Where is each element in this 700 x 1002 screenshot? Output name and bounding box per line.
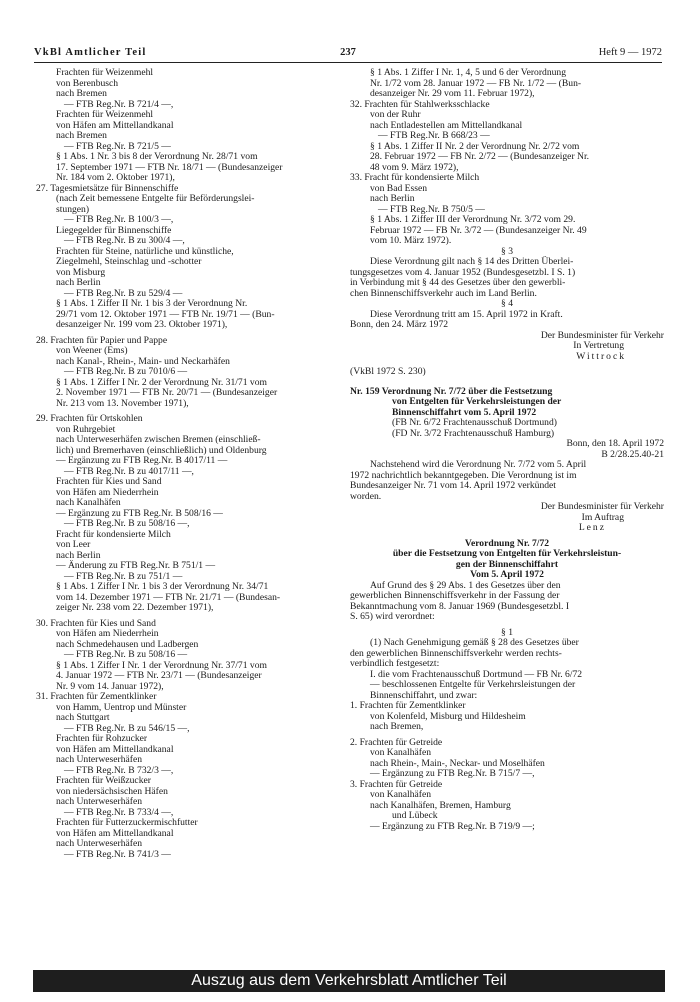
text-line: B 2/28.25.40-21 (601, 448, 664, 460)
text-line: — Ergänzung zu FTB Reg.Nr. B 715/7 —, (370, 768, 535, 779)
text-line: 29. Frachten für Ortskohlen (36, 413, 143, 424)
text-line: von Häfen am Niederrhein (56, 628, 159, 639)
text-line: Binnenschiffahrt vom 5. April 1972 (392, 406, 537, 418)
text-line: Im Auftrag (581, 511, 624, 523)
text-line: Frachten für Weißzucker (56, 775, 151, 786)
text-line: Frachten für Weizenmehl (56, 109, 154, 120)
text-line: Nr. 9 vom 14. Januar 1972), (56, 680, 164, 692)
issue-label: Heft 9 — 1972 (598, 47, 662, 58)
text-line: 2. Frachten für Getreide (350, 736, 443, 748)
text-line: über die Festsetzung von Entgelten für Verkehrsleistun- (392, 548, 622, 559)
text-line: — FTB Reg.Nr. B 733/4 —, (64, 806, 174, 818)
text-line: Frachten für Weizenmehl (56, 67, 154, 78)
text-line: — Ergänzung zu FTB Reg.Nr. B 719/9 —; (370, 820, 535, 832)
text-line: lich) und Bremerhaven (einschließlich) und Oldenburg (56, 444, 267, 456)
right-column (350, 68, 664, 832)
text-line: chen Binnenschiffsverkehr auch im Land Berlin. (350, 287, 537, 299)
text-line: von Häfen am Mittellandkanal (56, 119, 174, 131)
text-line: Februar 1972 — FB Nr. 3/72 — (Bundesanzeiger Nr. 49 (370, 224, 587, 236)
text-line: — FTB Reg.Nr. B 721/4 —, (64, 98, 174, 110)
text-line: 28. Frachten für Papier und Pappe (36, 334, 168, 346)
text-line: Nr. 159 Verordnung Nr. 7/72 über die Festsetzung (350, 385, 553, 397)
text-line: In Vertretung (573, 340, 624, 351)
text-line: Nr. 184 vom 2. Oktober 1971), (56, 172, 175, 183)
text-line: Diese Verordnung gilt nach § 14 des Dritten Überlei- (370, 256, 574, 267)
text-line: worden. (350, 490, 382, 502)
text-line: desanzeiger Nr. 29 vom 11. Februar 1972), (370, 88, 535, 99)
page-header (34, 46, 662, 60)
text-line: § 1 Abs. 1 Ziffer I Nr. 1 der Verordnung Nr. 37/71 vom (56, 659, 267, 671)
text-line: von Häfen am Mittellandkanal (56, 827, 174, 839)
text-line: nach Unterweserhäfen (56, 754, 143, 765)
text-line: Der Bundesminister für Verkehr (540, 329, 664, 341)
text-line: Bonn, den 18. April 1972 (566, 438, 664, 449)
text-line: — FTB Reg.Nr. B 100/3 —, (64, 214, 174, 225)
text-line: 28. Februar 1972 — FB Nr. 2/72 — (Bundesanzeiger Nr. (370, 151, 590, 162)
text-line: vom 10. März 1972). (370, 235, 452, 246)
text-line: Liegegelder für Binnenschiffe (56, 224, 172, 236)
text-line: — FTB Reg.Nr. B 750/5 — (378, 203, 485, 215)
text-line: nach Berlin (56, 549, 101, 561)
text-line: Frachten für Kies und Sand (56, 476, 162, 487)
text-line: 27. Tagesmietsätze für Binnenschiffe (36, 182, 179, 194)
text-line: — Ergänzung zu FTB Reg.Nr. B 4017/11 — (56, 455, 228, 466)
text-line: — FTB Reg.Nr. B zu 7010/6 — (64, 366, 188, 377)
text-line: Bonn, den 24. März 1972 (350, 319, 449, 330)
text-line: Frachten für Rohzucker (56, 733, 148, 744)
header-rule (34, 62, 662, 63)
text-line: nach Unterweserhäfen zwischen Bremen (einschließ- (56, 434, 261, 445)
text-line: Bundesanzeiger Nr. 71 vom 14. April 1972 verkündet (350, 480, 556, 491)
text-line: 48 vom 9. März 1972), (370, 161, 459, 173)
text-line: Auf Grund des § 29 Abs. 1 des Gesetzes über den (370, 579, 561, 591)
text-line: — FTB Reg.Nr. B 721/5 — (64, 140, 171, 152)
text-line: — FTB Reg.Nr. B zu 546/15 —, (64, 722, 190, 734)
text-line: vom 14. Dezember 1971 — FTB Nr. 21/71 — (Bundesan- (56, 591, 281, 603)
text-line: (nach Zeit bemessene Entgelte für Beförderungslei- (56, 193, 255, 204)
text-line: Frachten für Steine, natürliche und künstliche, (56, 245, 234, 257)
text-line: 17. September 1971 — FTB Nr. 18/71 — (Bundesanzeiger (56, 161, 283, 173)
text-line: (FB Nr. 6/72 Frachtenausschuß Dortmund) (392, 417, 557, 428)
text-line: nach Bremen (56, 88, 107, 99)
text-line: stungen) (56, 203, 90, 215)
footer-banner (33, 970, 665, 992)
text-line: von Ruhrgebiet (56, 423, 116, 435)
text-line: 4. Januar 1972 — FTB Nr. 23/71 — (Bundesanzeiger (56, 670, 262, 681)
text-line: § 3 (501, 245, 513, 257)
text-line: nach Unterweserhäfen (56, 838, 143, 849)
text-line: von Leer (56, 539, 91, 550)
text-line: in Verbindung mit § 44 des Gesetzes über den gewerbli- (350, 277, 566, 288)
text-line: nach Kanalhäfen (56, 497, 121, 508)
text-line: 31. Frachten für Zementklinker (36, 691, 157, 702)
text-line: verbindlich festgesetzt: (350, 658, 440, 669)
text-line: — FTB Reg.Nr. B zu 300/4 —, (64, 235, 185, 246)
text-line: Nachstehend wird die Verordnung Nr. 7/72 vom 5. April (370, 459, 587, 470)
text-line: 29/71 vom 12. Oktober 1971 — FTB Nr. 19/71 — (Bun- (56, 308, 275, 320)
text-line: von Kanalhäfen (370, 747, 432, 758)
text-line: nach Unterweserhäfen (56, 796, 143, 807)
page-number: 237 (340, 47, 356, 58)
text-line: § 1 Abs. 1 Ziffer II Nr. 2 der Verordnung Nr. 2/72 vom (370, 140, 580, 152)
text-line: — Ergänzung zu FTB Reg.Nr. B 508/16 — (56, 507, 223, 519)
text-line: Vom 5. April 1972 (470, 569, 544, 580)
text-line: 32. Frachten für Stahlwerksschlacke (350, 98, 490, 110)
journal-title: VkBl Amtlicher Teil (34, 47, 147, 58)
text-line: I. die vom Frachtenausschuß Dortmund — FB Nr. 6/72 (370, 668, 583, 680)
text-line: nach Rhein-, Main-, Neckar- und Moselhäfen (370, 757, 545, 769)
text-line: (FD Nr. 3/72 Frachtenausschuß Hamburg) (392, 427, 555, 439)
text-line: von Weener (Ems) (56, 345, 128, 356)
text-line: von Kolenfeld, Misburg und Hildesheim (370, 710, 526, 722)
text-line: tungsgesetzes vom 4. Januar 1952 (Bundesgesetzbl. I S. 1) (350, 266, 576, 278)
text-line: 3. Frachten für Getreide (350, 778, 443, 790)
text-line: nach Schmedehausen und Ladbergen (56, 638, 199, 650)
text-line: nach Bremen (56, 130, 107, 141)
text-line: — FTB Reg.Nr. B 732/3 —, (64, 764, 174, 776)
text-line: § 1 Abs. 1 Ziffer I Nr. 2 der Verordnung Nr. 31/71 vom (56, 376, 267, 388)
text-line: von Berenbusch (56, 77, 119, 89)
text-line: § 1 Abs. 1 Ziffer I Nr. 1 bis 3 der Verordnung Nr. 34/71 (56, 581, 269, 592)
text-line: Verordnung Nr. 7/72 (464, 537, 550, 549)
text-line: von Häfen am Niederrhein (56, 486, 159, 498)
text-line: nach Entladestellen am Mittellandkanal (370, 119, 523, 131)
text-line: nach Berlin (56, 277, 101, 288)
text-line: Frachten für Futterzuckermischfutter (56, 817, 198, 828)
text-line: von Kanalhäfen (370, 789, 432, 800)
text-line: nach Kanal-, Rhein-, Main- und Neckarhäfen (56, 355, 230, 367)
text-line: von Hamm, Uentrop und Münster (56, 701, 187, 713)
text-line: — FTB Reg.Nr. B zu 751/1 — (64, 570, 183, 582)
text-line: — FTB Reg.Nr. B zu 508/16 —, (64, 518, 190, 529)
text-line: 2. November 1971 — FTB Nr. 20/71 — (Bundesanzeiger (56, 387, 278, 398)
text-line: 30. Frachten für Kies und Sand (36, 617, 156, 629)
text-line: Wittrock (576, 350, 626, 362)
text-line: — Änderung zu FTB Reg.Nr. B 751/1 — (56, 560, 216, 571)
text-line: (VkBl 1972 S. 230) (350, 366, 426, 377)
text-line: § 1 (501, 626, 513, 638)
text-line: — FTB Reg.Nr. B zu 508/16 — (64, 649, 188, 660)
text-line: von Entgelten für Verkehrsleistungen der (392, 396, 562, 407)
text-line: zeiger Nr. 238 vom 22. Dezember 1971), (56, 602, 214, 613)
text-line: nach Stuttgart (56, 712, 110, 723)
text-line: — FTB Reg.Nr. B zu 529/4 — (64, 287, 183, 299)
text-line: Diese Verordnung tritt am 15. April 1972 in Kraft. (370, 308, 563, 320)
text-line: von niedersächsischen Häfen (56, 785, 168, 797)
text-line: § 1 Abs. 1 Ziffer I Nr. 1, 4, 5 und 6 der Verordnung (370, 67, 567, 78)
text-line: Fracht für kondensierte Milch (56, 528, 171, 540)
text-line: nach Berlin (370, 193, 415, 204)
text-line: von der Ruhr (370, 109, 421, 120)
left-column (36, 68, 339, 860)
text-line: gen der Binnenschiffahrt (455, 558, 559, 570)
text-line: von Misburg (56, 266, 106, 278)
text-line: von Häfen am Mittellandkanal (56, 743, 174, 755)
text-line: 33. Fracht für kondensierte Milch (350, 172, 480, 183)
text-line: Nr. 213 vom 13. November 1971), (56, 397, 189, 409)
text-line: Lenz (578, 522, 606, 533)
text-line: (1) Nach Genehmigung gemäß § 28 des Gesetzes über (370, 637, 579, 648)
text-line: 1972 nachrichtlich bekanntgegeben. Die Verordnung ist im (350, 469, 577, 481)
text-line: § 4 (501, 298, 513, 309)
text-line: nach Kanalhäfen, Bremen, Hamburg (370, 799, 511, 811)
footer-text: Auszug aus dem Verkehrsblatt Amtlicher Teil (191, 972, 507, 989)
text-line: gewerblichen Binnenschiffsverkehr in der Fassung der (350, 590, 560, 601)
text-line: Der Bundesminister für Verkehr (540, 501, 664, 512)
text-line: Binnenschiffahrt, und zwar: (370, 689, 478, 701)
text-line: § 1 Abs. 1 Ziffer III der Verordnung Nr. 3/72 vom 29. (370, 214, 576, 225)
text-line: — FTB Reg.Nr. B zu 4017/11 —, (64, 465, 194, 477)
text-line: S. 65) wird verordnet: (350, 611, 435, 622)
text-line: — FTB Reg.Nr. B 668/23 — (378, 130, 490, 141)
text-line: — beschlossenen Entgelte für Verkehrsleistungen der (370, 679, 576, 690)
text-line: — FTB Reg.Nr. B 741/3 — (64, 848, 171, 860)
text-line: von Bad Essen (370, 182, 428, 194)
text-line: und Lübeck (392, 810, 438, 821)
text-line: § 1 Abs. 1 Nr. 3 bis 8 der Verordnung Nr. 28/71 vom (56, 151, 258, 162)
text-line: Bekanntmachung vom 8. Januar 1969 (Bundesgesetzbl. I (350, 600, 570, 612)
text-line: § 1 Abs. 1 Ziffer II Nr. 1 bis 3 der Verordnung Nr. (56, 298, 248, 309)
text-line: 1. Frachten für Zementklinker (350, 700, 466, 711)
text-line: nach Bremen, (370, 721, 424, 732)
text-line: Ziegelmehl, Steinschlag und -schotter (56, 256, 202, 267)
text-line: Nr. 1/72 vom 28. Januar 1972 — FB Nr. 1/72 — (Bun- (370, 77, 582, 89)
text-line: desanzeiger Nr. 199 vom 23. Oktober 1971), (56, 319, 228, 330)
text-line: den gewerblichen Binnenschiffsverkehr werden rechts- (350, 647, 562, 659)
